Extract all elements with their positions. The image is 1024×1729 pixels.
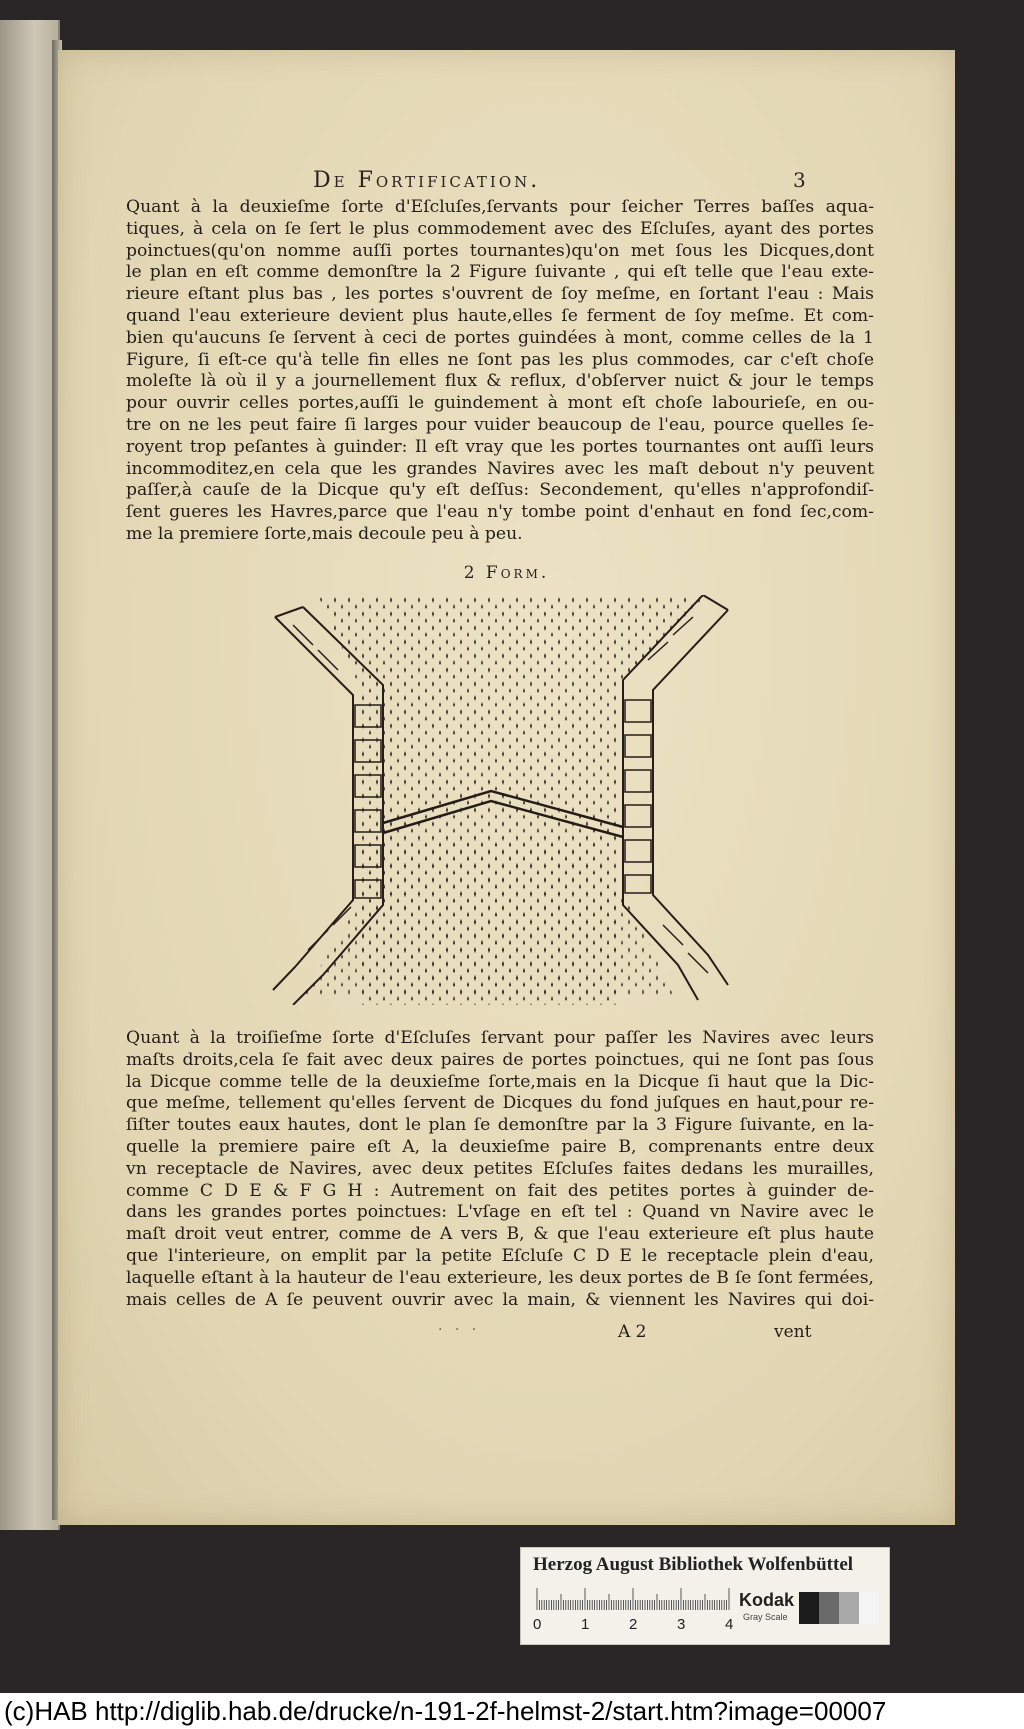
text-line: ſiſter toutes eaux hautes, dont le plan ſe demonſtre par la 3 Figure ſuivante, en la- xyxy=(126,1115,874,1136)
text-line: incommoditez,en cela que les grandes Navires avec les maſt debout n'y peuvent xyxy=(126,458,874,479)
text-line: me la premiere ſorte,mais decoule peu à peu. xyxy=(126,523,523,544)
text-line: maſt droit veut entrer, comme de A vers B, & que l'eau exterieure eſt plus haute xyxy=(126,1224,874,1245)
text-line: mais celles de A ſe peuvent ouvrir avec la main, & viennent les Navires qui doi- xyxy=(126,1289,874,1310)
gray-scale-label: Gray Scale xyxy=(743,1612,788,1622)
ruler-number: 3 xyxy=(677,1616,686,1633)
text-line: bien qu'aucuns ſe ſervent à ceci de portes guindées à mont, comme celles de la 1 xyxy=(126,327,874,348)
copyright-footer: (c)HAB http://diglib.hab.de/drucke/n-191-2f-helmst-2/start.htm?image=00007 xyxy=(0,1693,1024,1729)
page-number: 3 xyxy=(793,168,806,192)
text-line: dans les grandes portes poinctues: L'vſage en eſt tel : Quand vn Navire avec le xyxy=(126,1202,874,1223)
text-line: laquelle eſtant à la hauteur de l'eau exterieure, les deux portes de B ſe ſont fermées, xyxy=(126,1267,874,1288)
ruler-number: 2 xyxy=(629,1616,638,1633)
catchword: vent xyxy=(774,1322,812,1342)
text-line: moleſte là où il y a journellement flux & reflux, d'obſerver nuict & jour le temps xyxy=(126,371,874,392)
book-page xyxy=(58,50,955,1525)
text-line: pour ouvrir celles portes,auſſi le guindement à mont eſt choſe labourieſe, en ou- xyxy=(126,393,874,414)
gray-swatches xyxy=(799,1592,879,1624)
gray-swatch xyxy=(819,1592,839,1624)
figure-caption: 2 Form. xyxy=(463,563,550,583)
text-line: Quant à la troiſieſme ſorte d'Eſcluſes ſervant pour paſſer les Navires avec leurs xyxy=(126,1028,874,1048)
gray-swatch xyxy=(859,1592,879,1624)
ruler-number: 1 xyxy=(581,1616,590,1633)
text-line: que l'interieure, on emplit par la petite Eſcluſe C D E le receptacle plein d'eau, xyxy=(126,1245,874,1266)
text-line: rieure eſtant plus bas , les portes s'ouvrent de ſoy meſme, en ſortant l'eau : Mais xyxy=(126,284,874,305)
gray-swatch xyxy=(839,1592,859,1624)
sluice-plan-figure xyxy=(233,595,773,1005)
text-line: que meſme, tellement qu'elles ſervent de Dicques du fond juſques en haut,pour re- xyxy=(126,1093,874,1114)
text-line: ſent gueres les Havres,parce que l'eau n'y tombe point d'enhaut en fond ſec,com- xyxy=(126,502,874,523)
kodak-logo: Kodak xyxy=(739,1590,795,1610)
text-line: quand l'eau exterieure devient plus haute,elles ſe ferment de ſoy meſme. Et com- xyxy=(126,305,874,326)
text-line: royent trop peſantes à guinder: Il eſt vray que les portes tournantes ont auſſi leurs xyxy=(126,436,874,457)
text-line: la Dicque comme telle de la deuxieſme ſorte,mais en la Dicque ſi haut que la Dic- xyxy=(126,1071,874,1092)
library-name: Herzog August Bibliothek Wolfenbüttel xyxy=(533,1554,854,1575)
paragraph-1 xyxy=(126,197,874,546)
text-line: comme C D E & F G H : Autrement on fait des petites portes à guinder de- xyxy=(126,1180,874,1201)
signature-mark: A 2 xyxy=(618,1322,647,1342)
library-color-card xyxy=(520,1547,890,1645)
text-line: vn receptacle de Navires, avec deux petites Eſcluſes faites dedans les murailles, xyxy=(126,1158,874,1179)
left-page-edge xyxy=(0,20,60,1530)
running-title: De Fortification. xyxy=(313,168,541,193)
text-line: tre on ne les peut faire ſi larges pour vuider beaucoup de l'eau, pource quelles ſe- xyxy=(126,414,874,435)
footer-ornament: · · · xyxy=(438,1322,481,1338)
text-line: le plan en eſt comme demonſtre la 2 Figure ſuivante , qui eſt telle que l'eau exte- xyxy=(126,262,874,283)
gray-swatch xyxy=(799,1592,819,1624)
text-line: quelle la premiere paire eſt A, la deuxieſme paire B, comprenants entre deux xyxy=(126,1136,874,1157)
paragraph-2 xyxy=(126,1028,874,1311)
text-line: poinctues(qu'on nomme auſſi portes tournantes)qu'on met ſous les Dicques,dont xyxy=(126,240,874,261)
ruler-numbers xyxy=(533,1616,733,1636)
text-line: Figure, ſi eſt-ce qu'à telle fin elles ne ſont pas les plus commodes, car c'eſt choſe xyxy=(126,349,874,370)
scale-ruler xyxy=(535,1588,735,1610)
ruler-number: 4 xyxy=(725,1616,734,1633)
text-line: Quant à la deuxieſme ſorte d'Eſcluſes,ſervants pour ſeicher Terres baſſes aqua- xyxy=(126,197,874,217)
text-line: maſts droits,cela ſe fait avec deux paires de portes poinctues, qui ne ſont pas ſous xyxy=(126,1049,874,1070)
ruler-number: 0 xyxy=(533,1616,542,1633)
text-line: tiques, à cela on ſe ſert le plus commodement avec des Eſcluſes, ayant des portes xyxy=(126,218,874,239)
text-line: paſſer,à cauſe de la Dicque qu'y eſt deſſus: Secondement, qu'elles n'approfondiſ- xyxy=(126,480,874,501)
